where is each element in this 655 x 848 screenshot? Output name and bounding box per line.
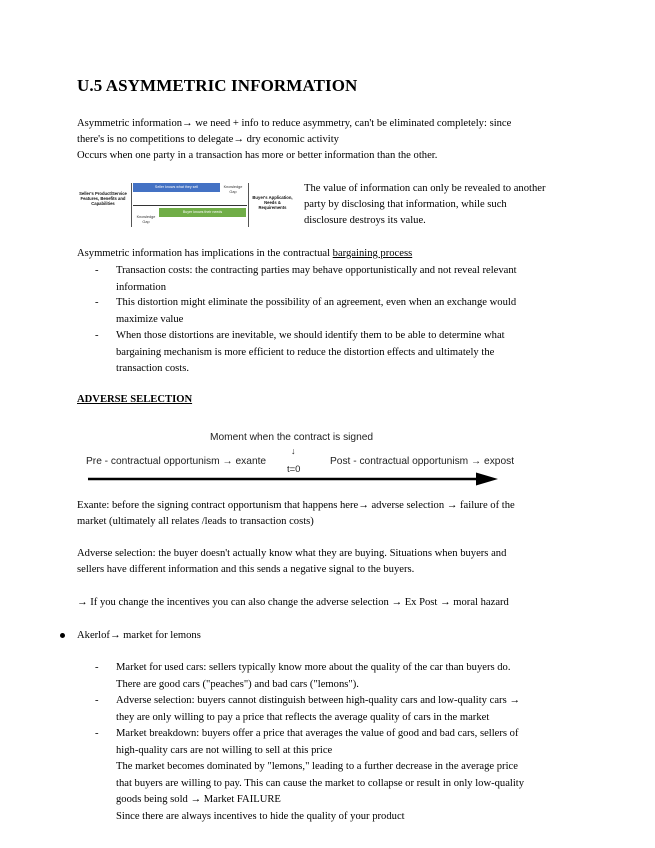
down-arrow-icon: ↓	[291, 446, 296, 456]
buyer-bar: Buyer knows their needs	[159, 208, 246, 217]
akerlof-item-1-line-2: There are good cars ("peaches") and bad cars ("lemons").	[116, 678, 359, 690]
implication-item-1-line-2: information	[116, 281, 167, 293]
timeline-expost: expost	[484, 456, 515, 467]
implication-item-2-line-1: This distortion might eliminate the possibility of an agreement, even when an exchange would	[116, 297, 517, 308]
timeline-moment-label: Moment when the contract is signed	[210, 432, 374, 443]
diagram-caption-line-1: The value of information can only be revealed to another	[304, 183, 546, 194]
akerlof-item-2-line-1: Adverse selection: buyers cannot distinguish between high-quality cars and low-quality cars →	[116, 695, 520, 706]
diagram-midline	[133, 205, 247, 206]
diagram-caption-line-3: disclosure destroys its value.	[304, 215, 426, 226]
dash-bullet: -	[95, 265, 99, 276]
implication-item-2	[116, 295, 578, 328]
bullet-dot-icon	[60, 633, 65, 638]
dash-bullet: -	[95, 297, 99, 308]
page-title: U.5 ASYMMETRIC INFORMATION	[77, 76, 358, 95]
akerlof-item-2	[116, 693, 578, 726]
dash-bullet: -	[95, 728, 99, 739]
akerlof-item-3	[116, 726, 578, 825]
dash-bullet: -	[95, 330, 99, 341]
akerlof-item-3-line-2: high-quality cars are not willing to sell at this price	[116, 744, 333, 756]
akerlof-item-3-line-3: The market becomes dominated by "lemons," leading to a further decrease in the average price	[116, 761, 518, 772]
akerlof-item-3-line-1: Market breakdown: buyers offer a price that averages the value of good and bad cars, sellers of	[116, 728, 519, 739]
adverse-line-2: sellers have different information and this sends a negative signal to the buyers.	[77, 564, 415, 575]
implication-item-3-line-3: transaction costs.	[116, 363, 189, 374]
timeline-post-label: Post - contractual opportunism	[330, 456, 469, 467]
implication-item-3	[116, 328, 578, 378]
timeline-exante: exante	[235, 456, 267, 467]
implication-item-1-line-1: Transaction costs: the contracting parties may behave opportunistically and not reveal relevant	[116, 265, 517, 276]
akerlof-item-1-line-1: Market for used cars: sellers typically know more about the quality of the car than buyers do.	[116, 662, 511, 673]
implications-lead	[77, 246, 412, 263]
bargaining-process-link[interactable]: bargaining process	[332, 248, 413, 259]
timeline-post	[330, 456, 514, 467]
timeline-t0: t=0	[287, 464, 301, 475]
dash-bullet: -	[95, 662, 99, 673]
pre-arrow-icon: →	[222, 456, 233, 467]
intro-line-2: there's is no competitions to delegate→ dry economic activity	[77, 134, 339, 145]
knowledge-gap-top: Knowledge Gap	[223, 185, 243, 194]
implication-item-3-line-2: bargaining mechanism is more efficient to reduce the distortion effects and ultimately the	[116, 346, 495, 358]
akerlof-item-3-line-6: Since there are always incentives to hide the quality of your product	[116, 810, 405, 822]
timeline-pre-label: Pre - contractual opportunism	[86, 456, 220, 467]
akerlof-item-3-line-4: that buyers are willing to pay. This can cause the market to collapse or result in only low-quality	[116, 777, 525, 789]
implication-item-2-line-2: maximize value	[116, 313, 184, 325]
implications-lead-text: Asymmetric information has implications in the contractual	[77, 248, 333, 259]
akerlof-label: Akerlof→ market for lemons	[77, 630, 201, 641]
seller-bar: Seller knows what they sell	[133, 183, 220, 192]
timeline-pre	[86, 456, 266, 467]
seller-label: Seller's Product/Service Features, Benefits and Capabilities	[79, 191, 127, 206]
diagram-divider-right	[248, 183, 249, 227]
diagram-caption-line-2: party by disclosing that information, while such	[304, 199, 507, 210]
implication-item-3-line-1: When those distortions are inevitable, we should identify them to be able to determine what	[116, 330, 505, 341]
akerlof-item-2-line-2: they are only willing to pay a price that reflects the average quality of cars in the market	[116, 711, 490, 723]
intro-line-3: Occurs when one party in a transaction has more or better information than the other.	[77, 150, 438, 161]
dash-bullet: -	[95, 695, 99, 706]
implication-item-1	[116, 263, 578, 296]
post-arrow-icon: →	[471, 456, 482, 467]
exante-line-2: market (ultimately all relates /leads to transaction costs)	[77, 516, 314, 527]
diagram-divider-left	[131, 183, 132, 227]
akerlof-item-3-line-5: goods being sold → Market FAILURE	[116, 794, 281, 805]
adverse-line-1: Adverse selection: the buyer doesn't actually know what they are buying. Situations when buyers and	[77, 548, 507, 559]
buyer-label: Buyer's Application, Needs & Requirements	[252, 195, 293, 210]
adverse-selection-heading: ADVERSE SELECTION	[77, 394, 193, 405]
intro-line-1: Asymmetric information→ we need + info to reduce asymmetry, can't be eliminated completely: since	[77, 118, 512, 129]
incentives-line: → If you change the incentives you can also change the adverse selection → Ex Post → moral hazard	[77, 597, 509, 608]
akerlof-item-1	[116, 660, 578, 693]
timeline-arrow	[88, 472, 498, 486]
exante-line-1: Exante: before the signing contract opportunism that happens here→ adverse selection → failure of the	[77, 500, 515, 511]
knowledge-gap-bottom: Knowledge Gap	[136, 215, 156, 224]
information-gap-diagram	[79, 181, 294, 236]
